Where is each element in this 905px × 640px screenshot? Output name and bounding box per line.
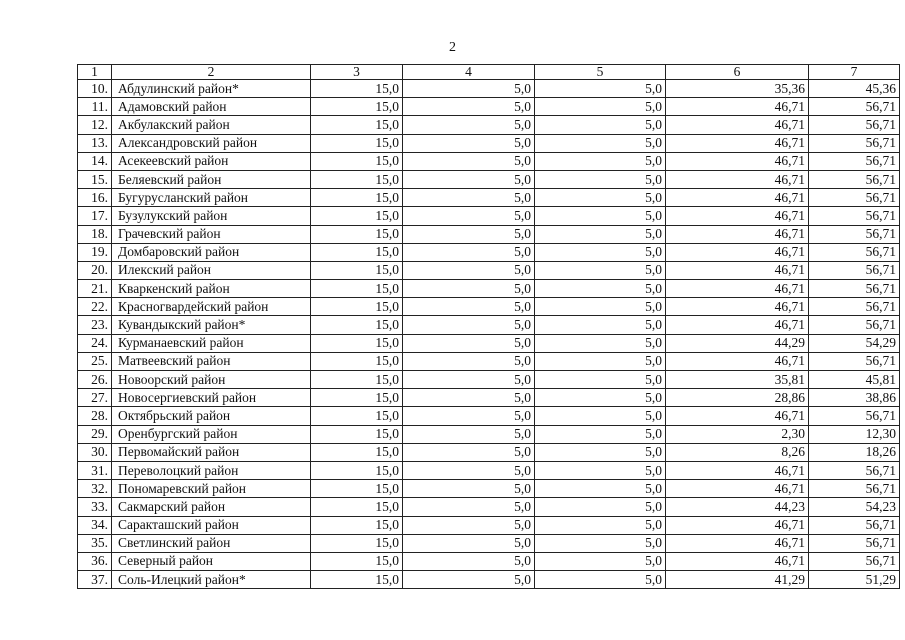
value-col-7: 56,71 bbox=[809, 280, 900, 298]
value-col-7: 56,71 bbox=[809, 261, 900, 279]
value-col-3: 15,0 bbox=[311, 116, 403, 134]
value-col-5: 5,0 bbox=[535, 371, 666, 389]
district-name: Беляевский район bbox=[112, 170, 311, 188]
table-row bbox=[78, 225, 900, 243]
value-col-4: 5,0 bbox=[403, 516, 535, 534]
row-number: 23. bbox=[78, 316, 112, 334]
table-row bbox=[78, 334, 900, 352]
table-header-row bbox=[78, 65, 900, 80]
value-col-6: 46,71 bbox=[666, 261, 809, 279]
value-col-4: 5,0 bbox=[403, 170, 535, 188]
value-col-3: 15,0 bbox=[311, 280, 403, 298]
value-col-5: 5,0 bbox=[535, 389, 666, 407]
row-number: 35. bbox=[78, 534, 112, 552]
value-col-7: 56,71 bbox=[809, 152, 900, 170]
value-col-6: 41,29 bbox=[666, 571, 809, 589]
value-col-7: 56,71 bbox=[809, 207, 900, 225]
value-col-5: 5,0 bbox=[535, 552, 666, 570]
district-name: Северный район bbox=[112, 552, 311, 570]
table-row bbox=[78, 480, 900, 498]
value-col-3: 15,0 bbox=[311, 516, 403, 534]
row-number: 15. bbox=[78, 170, 112, 188]
value-col-7: 45,36 bbox=[809, 80, 900, 98]
district-name: Александровский район bbox=[112, 134, 311, 152]
value-col-6: 46,71 bbox=[666, 407, 809, 425]
district-name: Оренбургский район bbox=[112, 425, 311, 443]
value-col-5: 5,0 bbox=[535, 225, 666, 243]
value-col-3: 15,0 bbox=[311, 80, 403, 98]
value-col-3: 15,0 bbox=[311, 261, 403, 279]
value-col-6: 46,71 bbox=[666, 552, 809, 570]
table-row bbox=[78, 207, 900, 225]
value-col-5: 5,0 bbox=[535, 516, 666, 534]
value-col-4: 5,0 bbox=[403, 280, 535, 298]
value-col-6: 8,26 bbox=[666, 443, 809, 461]
table-row bbox=[78, 552, 900, 570]
district-name: Светлинский район bbox=[112, 534, 311, 552]
value-col-5: 5,0 bbox=[535, 116, 666, 134]
district-name: Матвеевский район bbox=[112, 352, 311, 370]
table-row bbox=[78, 571, 900, 589]
value-col-7: 51,29 bbox=[809, 571, 900, 589]
table-row bbox=[78, 80, 900, 98]
row-number: 31. bbox=[78, 461, 112, 479]
value-col-4: 5,0 bbox=[403, 443, 535, 461]
district-name: Октябрьский район bbox=[112, 407, 311, 425]
value-col-6: 46,71 bbox=[666, 225, 809, 243]
table-body bbox=[78, 80, 900, 589]
row-number: 26. bbox=[78, 371, 112, 389]
table-row bbox=[78, 461, 900, 479]
value-col-5: 5,0 bbox=[535, 352, 666, 370]
district-name: Кувандыкский район* bbox=[112, 316, 311, 334]
value-col-5: 5,0 bbox=[535, 261, 666, 279]
row-number: 19. bbox=[78, 243, 112, 261]
value-col-3: 15,0 bbox=[311, 170, 403, 188]
value-col-6: 46,71 bbox=[666, 243, 809, 261]
value-col-6: 46,71 bbox=[666, 189, 809, 207]
value-col-3: 15,0 bbox=[311, 352, 403, 370]
value-col-6: 46,71 bbox=[666, 534, 809, 552]
value-col-7: 45,81 bbox=[809, 371, 900, 389]
district-name: Пономаревский район bbox=[112, 480, 311, 498]
value-col-7: 12,30 bbox=[809, 425, 900, 443]
district-name: Грачевский район bbox=[112, 225, 311, 243]
table-row bbox=[78, 425, 900, 443]
value-col-5: 5,0 bbox=[535, 480, 666, 498]
row-number: 17. bbox=[78, 207, 112, 225]
value-col-4: 5,0 bbox=[403, 389, 535, 407]
district-name: Сакмарский район bbox=[112, 498, 311, 516]
value-col-6: 46,71 bbox=[666, 152, 809, 170]
value-col-5: 5,0 bbox=[535, 316, 666, 334]
value-col-5: 5,0 bbox=[535, 98, 666, 116]
value-col-3: 15,0 bbox=[311, 534, 403, 552]
row-number: 32. bbox=[78, 480, 112, 498]
value-col-6: 46,71 bbox=[666, 116, 809, 134]
column-header: 6 bbox=[666, 65, 809, 80]
district-name: Соль-Илецкий район* bbox=[112, 571, 311, 589]
value-col-6: 28,86 bbox=[666, 389, 809, 407]
district-name: Новосергиевский район bbox=[112, 389, 311, 407]
value-col-3: 15,0 bbox=[311, 389, 403, 407]
table-row bbox=[78, 352, 900, 370]
district-name: Домбаровский район bbox=[112, 243, 311, 261]
value-col-5: 5,0 bbox=[535, 498, 666, 516]
value-col-6: 44,29 bbox=[666, 334, 809, 352]
value-col-4: 5,0 bbox=[403, 352, 535, 370]
value-col-4: 5,0 bbox=[403, 571, 535, 589]
value-col-3: 15,0 bbox=[311, 334, 403, 352]
value-col-7: 56,71 bbox=[809, 98, 900, 116]
row-number: 14. bbox=[78, 152, 112, 170]
value-col-3: 15,0 bbox=[311, 480, 403, 498]
value-col-7: 56,71 bbox=[809, 298, 900, 316]
table-row bbox=[78, 516, 900, 534]
value-col-6: 46,71 bbox=[666, 280, 809, 298]
table-row bbox=[78, 116, 900, 134]
table-row bbox=[78, 134, 900, 152]
value-col-6: 46,71 bbox=[666, 170, 809, 188]
value-col-3: 15,0 bbox=[311, 571, 403, 589]
value-col-3: 15,0 bbox=[311, 316, 403, 334]
row-number: 24. bbox=[78, 334, 112, 352]
value-col-5: 5,0 bbox=[535, 407, 666, 425]
value-col-6: 44,23 bbox=[666, 498, 809, 516]
value-col-6: 46,71 bbox=[666, 316, 809, 334]
district-name: Акбулакский район bbox=[112, 116, 311, 134]
district-table bbox=[77, 64, 900, 589]
value-col-3: 15,0 bbox=[311, 152, 403, 170]
value-col-3: 15,0 bbox=[311, 461, 403, 479]
value-col-7: 56,71 bbox=[809, 116, 900, 134]
value-col-5: 5,0 bbox=[535, 571, 666, 589]
value-col-4: 5,0 bbox=[403, 134, 535, 152]
value-col-3: 15,0 bbox=[311, 498, 403, 516]
value-col-7: 54,23 bbox=[809, 498, 900, 516]
table-row bbox=[78, 371, 900, 389]
value-col-6: 2,30 bbox=[666, 425, 809, 443]
row-number: 27. bbox=[78, 389, 112, 407]
value-col-5: 5,0 bbox=[535, 461, 666, 479]
district-name: Кваркенский район bbox=[112, 280, 311, 298]
value-col-7: 18,26 bbox=[809, 443, 900, 461]
value-col-4: 5,0 bbox=[403, 316, 535, 334]
value-col-3: 15,0 bbox=[311, 207, 403, 225]
district-name: Илекский район bbox=[112, 261, 311, 279]
value-col-4: 5,0 bbox=[403, 98, 535, 116]
row-number: 34. bbox=[78, 516, 112, 534]
value-col-7: 56,71 bbox=[809, 461, 900, 479]
value-col-4: 5,0 bbox=[403, 334, 535, 352]
value-col-5: 5,0 bbox=[535, 207, 666, 225]
table-row bbox=[78, 170, 900, 188]
value-col-3: 15,0 bbox=[311, 243, 403, 261]
value-col-7: 56,71 bbox=[809, 134, 900, 152]
value-col-3: 15,0 bbox=[311, 189, 403, 207]
district-name: Новоорский район bbox=[112, 371, 311, 389]
row-number: 25. bbox=[78, 352, 112, 370]
value-col-7: 56,71 bbox=[809, 243, 900, 261]
value-col-7: 38,86 bbox=[809, 389, 900, 407]
value-col-7: 56,71 bbox=[809, 552, 900, 570]
value-col-4: 5,0 bbox=[403, 116, 535, 134]
district-name: Бузулукский район bbox=[112, 207, 311, 225]
district-name: Красногвардейский район bbox=[112, 298, 311, 316]
row-number: 33. bbox=[78, 498, 112, 516]
row-number: 18. bbox=[78, 225, 112, 243]
value-col-7: 56,71 bbox=[809, 316, 900, 334]
row-number: 22. bbox=[78, 298, 112, 316]
value-col-3: 15,0 bbox=[311, 134, 403, 152]
value-col-5: 5,0 bbox=[535, 334, 666, 352]
district-name: Переволоцкий район bbox=[112, 461, 311, 479]
table-row bbox=[78, 534, 900, 552]
value-col-4: 5,0 bbox=[403, 261, 535, 279]
value-col-4: 5,0 bbox=[403, 80, 535, 98]
value-col-4: 5,0 bbox=[403, 152, 535, 170]
row-number: 10. bbox=[78, 80, 112, 98]
value-col-4: 5,0 bbox=[403, 225, 535, 243]
value-col-6: 35,36 bbox=[666, 80, 809, 98]
value-col-6: 35,81 bbox=[666, 371, 809, 389]
column-header: 2 bbox=[112, 65, 311, 80]
value-col-6: 46,71 bbox=[666, 516, 809, 534]
value-col-4: 5,0 bbox=[403, 498, 535, 516]
value-col-7: 56,71 bbox=[809, 480, 900, 498]
row-number: 16. bbox=[78, 189, 112, 207]
table-row bbox=[78, 261, 900, 279]
row-number: 11. bbox=[78, 98, 112, 116]
value-col-6: 46,71 bbox=[666, 134, 809, 152]
value-col-6: 46,71 bbox=[666, 461, 809, 479]
value-col-7: 56,71 bbox=[809, 225, 900, 243]
table-row bbox=[78, 189, 900, 207]
value-col-4: 5,0 bbox=[403, 461, 535, 479]
page-number: 2 bbox=[449, 40, 456, 55]
table-row bbox=[78, 280, 900, 298]
value-col-5: 5,0 bbox=[535, 243, 666, 261]
row-number: 36. bbox=[78, 552, 112, 570]
value-col-4: 5,0 bbox=[403, 189, 535, 207]
value-col-3: 15,0 bbox=[311, 225, 403, 243]
value-col-3: 15,0 bbox=[311, 98, 403, 116]
table-row bbox=[78, 98, 900, 116]
value-col-5: 5,0 bbox=[535, 189, 666, 207]
value-col-4: 5,0 bbox=[403, 407, 535, 425]
value-col-6: 46,71 bbox=[666, 480, 809, 498]
value-col-4: 5,0 bbox=[403, 298, 535, 316]
row-number: 37. bbox=[78, 571, 112, 589]
table-row bbox=[78, 298, 900, 316]
district-name: Адамовский район bbox=[112, 98, 311, 116]
value-col-7: 56,71 bbox=[809, 516, 900, 534]
value-col-6: 46,71 bbox=[666, 298, 809, 316]
value-col-4: 5,0 bbox=[403, 425, 535, 443]
row-number: 21. bbox=[78, 280, 112, 298]
value-col-5: 5,0 bbox=[535, 170, 666, 188]
value-col-7: 56,71 bbox=[809, 189, 900, 207]
value-col-7: 56,71 bbox=[809, 407, 900, 425]
value-col-3: 15,0 bbox=[311, 371, 403, 389]
district-name: Асекеевский район bbox=[112, 152, 311, 170]
value-col-4: 5,0 bbox=[403, 243, 535, 261]
value-col-7: 54,29 bbox=[809, 334, 900, 352]
value-col-6: 46,71 bbox=[666, 98, 809, 116]
value-col-3: 15,0 bbox=[311, 443, 403, 461]
column-header: 5 bbox=[535, 65, 666, 80]
table-row bbox=[78, 389, 900, 407]
table-row bbox=[78, 152, 900, 170]
value-col-4: 5,0 bbox=[403, 371, 535, 389]
value-col-4: 5,0 bbox=[403, 552, 535, 570]
row-number: 13. bbox=[78, 134, 112, 152]
row-number: 20. bbox=[78, 261, 112, 279]
value-col-5: 5,0 bbox=[535, 280, 666, 298]
value-col-7: 56,71 bbox=[809, 170, 900, 188]
table-row bbox=[78, 498, 900, 516]
value-col-6: 46,71 bbox=[666, 352, 809, 370]
district-name: Абдулинский район* bbox=[112, 80, 311, 98]
value-col-3: 15,0 bbox=[311, 407, 403, 425]
table-row bbox=[78, 243, 900, 261]
district-name: Саракташский район bbox=[112, 516, 311, 534]
value-col-3: 15,0 bbox=[311, 425, 403, 443]
value-col-6: 46,71 bbox=[666, 207, 809, 225]
row-number: 29. bbox=[78, 425, 112, 443]
value-col-5: 5,0 bbox=[535, 425, 666, 443]
value-col-5: 5,0 bbox=[535, 443, 666, 461]
value-col-4: 5,0 bbox=[403, 534, 535, 552]
district-name: Бугурусланский район bbox=[112, 189, 311, 207]
column-header: 7 bbox=[809, 65, 900, 80]
table-row bbox=[78, 407, 900, 425]
district-name: Курманаевский район bbox=[112, 334, 311, 352]
column-header: 3 bbox=[311, 65, 403, 80]
value-col-7: 56,71 bbox=[809, 352, 900, 370]
row-number: 28. bbox=[78, 407, 112, 425]
value-col-3: 15,0 bbox=[311, 298, 403, 316]
column-header: 4 bbox=[403, 65, 535, 80]
value-col-3: 15,0 bbox=[311, 552, 403, 570]
table-row bbox=[78, 443, 900, 461]
value-col-5: 5,0 bbox=[535, 298, 666, 316]
value-col-5: 5,0 bbox=[535, 152, 666, 170]
row-number: 30. bbox=[78, 443, 112, 461]
value-col-4: 5,0 bbox=[403, 207, 535, 225]
row-number: 12. bbox=[78, 116, 112, 134]
value-col-5: 5,0 bbox=[535, 534, 666, 552]
value-col-4: 5,0 bbox=[403, 480, 535, 498]
column-header: 1 bbox=[78, 65, 112, 80]
value-col-7: 56,71 bbox=[809, 534, 900, 552]
district-name: Первомайский район bbox=[112, 443, 311, 461]
value-col-5: 5,0 bbox=[535, 134, 666, 152]
table-row bbox=[78, 316, 900, 334]
value-col-5: 5,0 bbox=[535, 80, 666, 98]
